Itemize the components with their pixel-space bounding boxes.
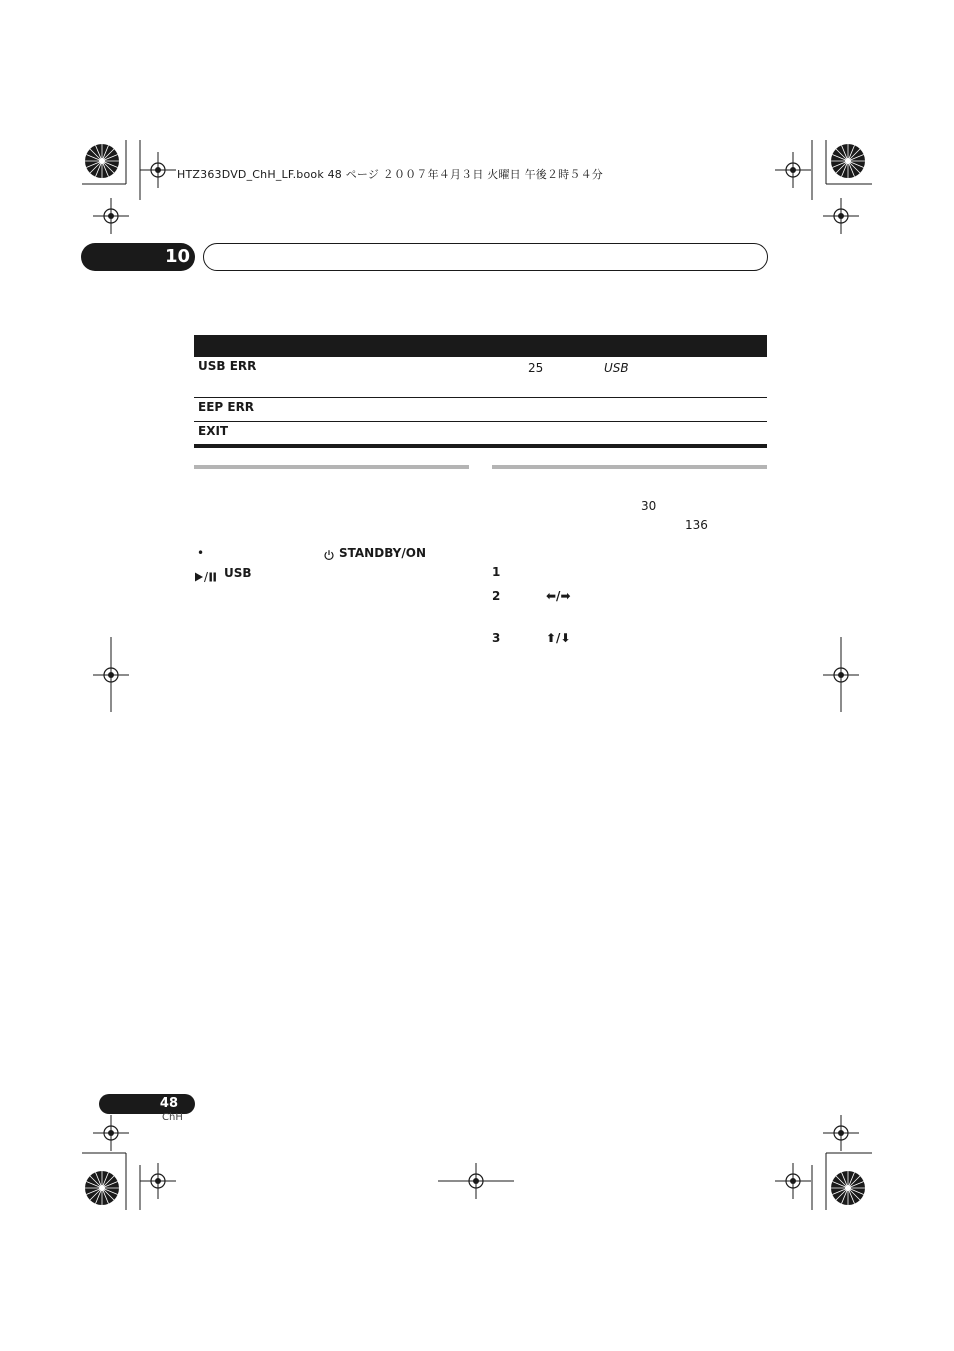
section-bar-right [492, 465, 767, 469]
table-bottom-rule [194, 444, 767, 448]
registration-target-icon [823, 198, 859, 234]
power-icon [323, 546, 337, 560]
play-pause-icon [194, 568, 222, 580]
page-reference: 136 [685, 518, 708, 532]
registration-target-icon [140, 1163, 176, 1199]
table-cell-usb: USB [604, 361, 629, 375]
bullet: • [197, 546, 205, 560]
table-row-divider [194, 421, 767, 422]
registration-burst-icon [85, 144, 119, 178]
registration-target-icon [823, 1115, 859, 1151]
table-cell-code: EXIT [198, 424, 229, 438]
page-number: 48 [159, 1096, 178, 1111]
table-row-divider [194, 397, 767, 398]
step-number: 2 [492, 589, 501, 603]
left-right-arrow-icon: ⬅/➡ [546, 589, 571, 603]
page-reference: 30 [641, 499, 657, 513]
registration-target-icon [775, 152, 811, 188]
chapter-number: 10 [164, 246, 190, 267]
chapter-title-frame [203, 243, 768, 271]
table-cell-code: EEP ERR [198, 400, 255, 414]
step-number: 1 [492, 565, 501, 579]
registration-burst-icon [85, 1171, 119, 1205]
page-number-tab [99, 1094, 195, 1114]
registration-target-icon [93, 1115, 129, 1151]
up-down-arrow-icon: ⬆/⬇ [546, 631, 571, 645]
table-header [194, 335, 767, 357]
standby-on-label: STANDBY/ON [339, 546, 426, 560]
print-header: HTZ363DVD_ChH_LF.book 48 ページ ２００７年４月３日 火曜日 午後２時５４分 [177, 168, 603, 181]
page-language: ChH [162, 1112, 183, 1123]
registration-target-icon [93, 198, 129, 234]
registration-burst-icon [831, 144, 865, 178]
table-cell-ref: 25 [528, 361, 544, 375]
usb-label: USB [224, 566, 252, 580]
section-bar-left [194, 465, 469, 469]
step-number: 3 [492, 631, 501, 645]
table-cell-code: USB ERR [198, 359, 257, 373]
registration-target-icon [140, 152, 176, 188]
registration-burst-icon [831, 1171, 865, 1205]
registration-target-icon [775, 1163, 811, 1199]
